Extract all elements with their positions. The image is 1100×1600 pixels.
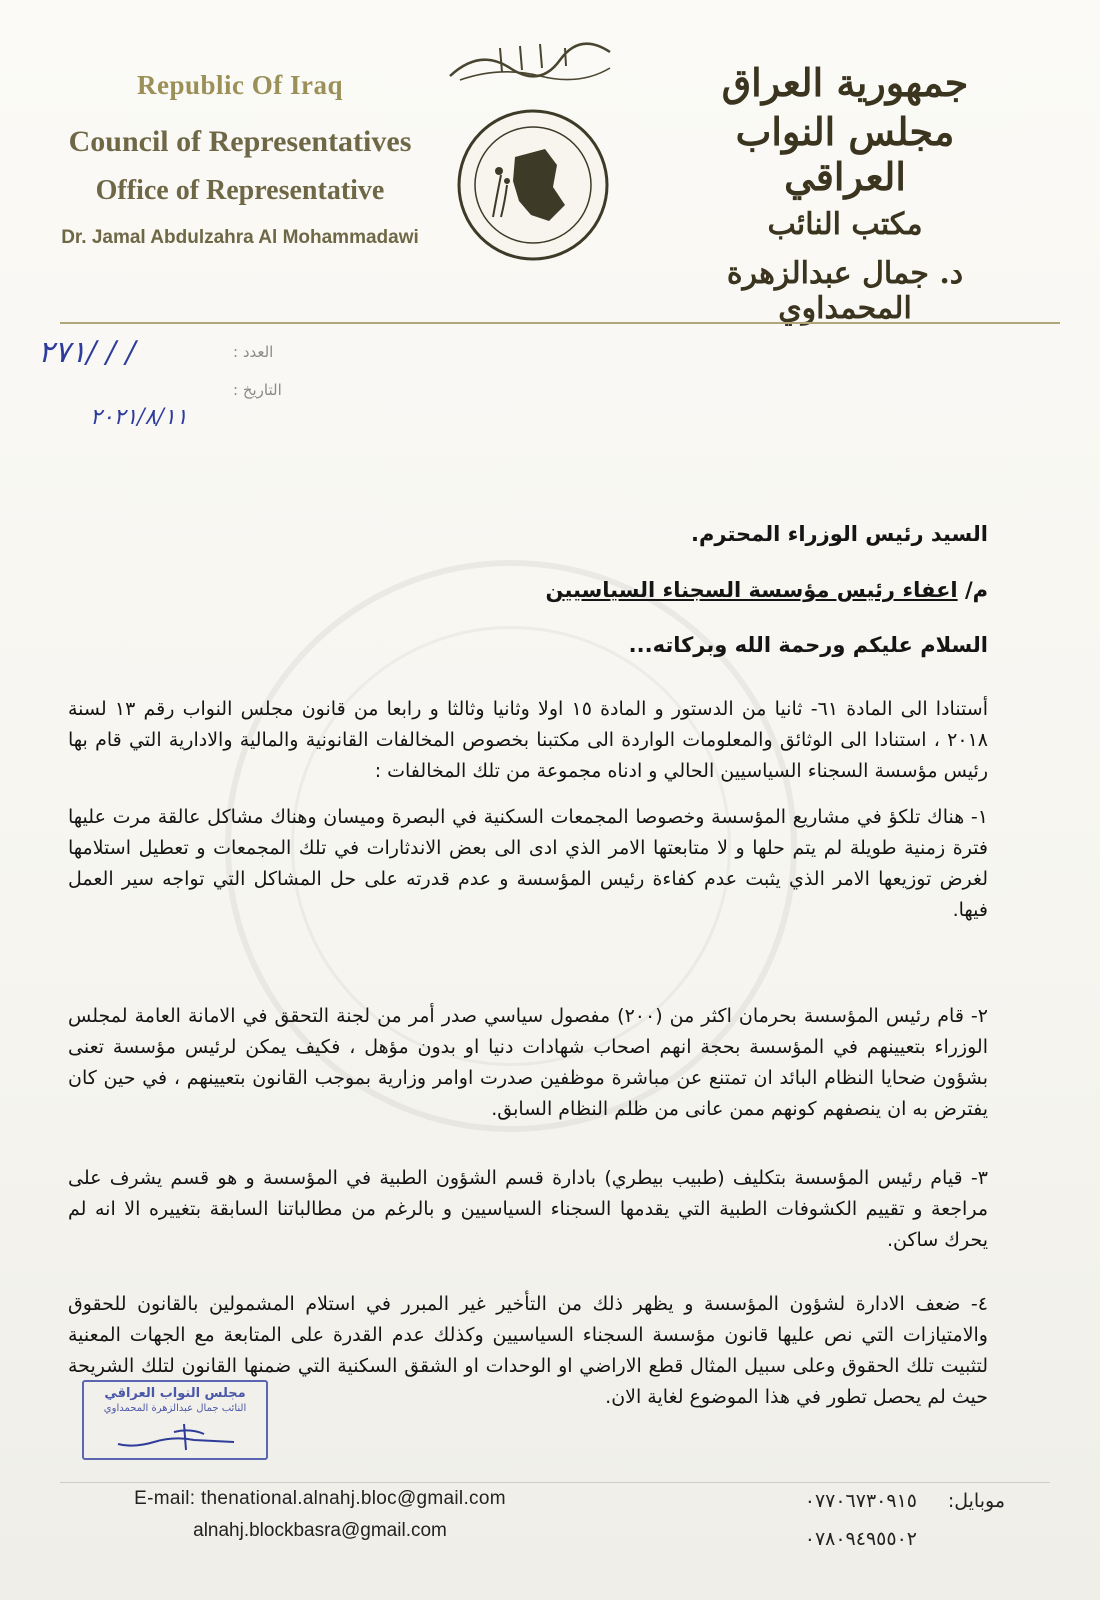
reference-number: ٢٧١/ / / <box>38 335 136 370</box>
header-divider <box>60 322 1060 324</box>
point-paragraph: ٢- قام رئيس المؤسسة بحرمان اكثر من (٢٠٠) مفصول سياسي صدر أمر من لجنة التحقق في الامانة العامة لمجلس الوزراء بتعيينهم في المؤسسة بحجة انهم اصحاب شهادات دنيا او بدون مؤهل ، فكيف يمكن لرئيس مؤسسة تعنى بشؤون ضحايا النظام البائد ان تمتنع عن مباشرة موظفين صدرت اوامر وزارية بموجب القانون بتعيينهم ، في حين كان يفترض به ان ينصفهم كونهم ممن عانى من ظلم النظام السابق. <box>68 1005 988 1120</box>
footer-phones <box>705 1490 1005 1558</box>
letterhead-ar-council: مجلس النواب العراقي <box>735 109 955 199</box>
stamp-subtitle: النائب جمال عبدالزهرة المحمداوي <box>103 1403 247 1414</box>
point-paragraph: ٣- قيام رئيس المؤسسة بتكليف (طبيب بيطري) بادارة قسم الشؤون الطبية في المؤسسة و هو قسم يشرف على مراجعة و تقييم الكشوفات الطبية التي يقدمها السجناء السياسيين و بالرغم من مطالباتنا السابقة بتغييره الا انه لم يحرك ساكن. <box>68 1167 988 1251</box>
reference-date: ٢٠٢١/٨/١١ <box>90 405 188 430</box>
point-paragraph: ٤- ضعف الادارة لشؤون المؤسسة و يظهر ذلك من التأخير غير المبرر في استلام المشمولين بالقانون للحقوق والامتيازات التي نص عليها قانون مؤسسة السجناء السياسيين وكذلك عدم القدرة على المتابعة مع الجهات المعنية لتثبيت تلك الحقوق وعلى سبيل المثال قطع الاراضي او الوحدات او الشقق السكنية التي ضمنها القانون لتلك الشريحة حيث لم يحصل تطور في هذا الموضوع لغاية الان. <box>68 1293 988 1408</box>
letterhead-ar-name: د. جمال عبدالزهرة المحمداوي <box>726 256 964 326</box>
letterhead-arabic <box>695 60 995 326</box>
subject-line <box>68 578 988 602</box>
office-stamp <box>82 1380 268 1460</box>
handwritten-signature <box>114 1420 244 1454</box>
email-primary: E-mail: thenational.alnahj.bloc@gmail.com <box>134 1488 506 1509</box>
email-secondary: alnahj.blockbasra@gmail.com <box>193 1520 447 1541</box>
reference-number-label: العدد : <box>233 343 274 361</box>
basmala-calligraphy <box>440 38 620 88</box>
phone-number: ٠٧٨٠٩٤٩٥٥٠٢ <box>804 1528 917 1550</box>
letterhead-office: Office of Representative <box>95 175 385 206</box>
letterhead-english <box>55 70 425 249</box>
reference-block <box>28 335 288 430</box>
letterhead-representative-name: Dr. Jamal Abdulzahra Al Mohammadawi <box>61 227 419 248</box>
letterhead-council: Council of Representatives <box>68 125 412 158</box>
stamp-title: مجلس النواب العراقي <box>104 1386 246 1401</box>
intro-paragraph: أستنادا الى المادة ٦١- ثانيا من الدستور و المادة ١٥ اولا وثانيا وثالثا و رابعا من قانون مجلس النواب رقم ١٣ لسنة ٢٠١٨ ، استنادا الى الوثائق والمعلومات الواردة الى مكتبنا بخصوص المخالفات القانونية والمالية والادارية التي قام بها رئيس مؤسسة السجناء السياسيين الحالي و ادناه مجموعة من تلك المخالفات : <box>68 698 988 782</box>
mobile-label: موبايل: <box>947 1490 1005 1512</box>
parliament-seal-emblem <box>453 105 613 265</box>
footer-emails <box>60 1488 580 1542</box>
letterhead-country: Republic Of Iraq <box>136 70 344 100</box>
letterhead-ar-country: جمهورية العراق <box>721 60 969 105</box>
greeting: السلام عليكم ورحمة الله وبركاته... <box>628 633 988 657</box>
salutation: السيد رئيس الوزراء المحترم. <box>691 522 988 546</box>
footer-divider <box>60 1482 1050 1483</box>
point-paragraph: ١- هناك تلكؤ في مشاريع المؤسسة وخصوصا المجمعات السكنية في البصرة وميسان وهناك مشاكل عالقة مرت عليها فترة زمنية طويلة لم يتم حلها و لا متابعتها الامر الذي ادى الى بعض الاندثارات في تلك المجمعات و تعطيل استلامها لغرض توزيعها الامر الذي يثبت عدم كفاءة رئيس المؤسسة و عدم قدرته على حل المشاكل التي تواجه سير العمل فيها. <box>68 806 988 921</box>
reference-date-label: التاريخ : <box>233 381 282 399</box>
subject-text: اعفاء رئيس مؤسسة السجناء السياسيين <box>545 578 958 602</box>
phone-number: ٠٧٧٠٦٧٣٠٩١٥ <box>804 1490 917 1512</box>
letterhead-ar-office: مكتب النائب <box>767 207 923 242</box>
subject-prefix: م/ <box>964 578 988 602</box>
